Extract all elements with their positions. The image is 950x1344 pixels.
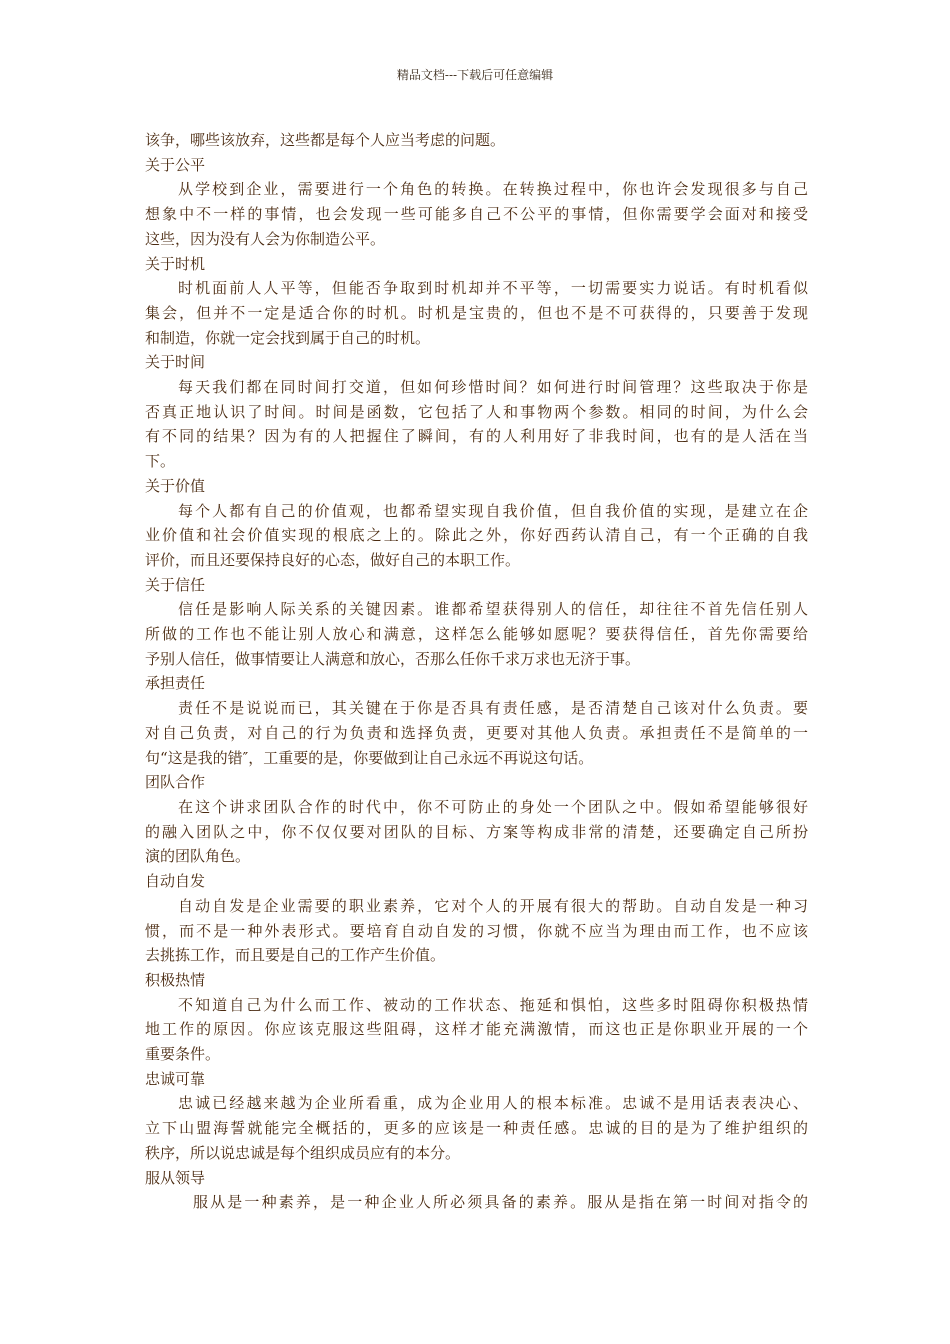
paragraph-line: 所做的工作也不能让别人放心和满意，这样怎么能够如愿呢？要获得信任，首先你需要给: [145, 625, 808, 644]
section-heading: 承担责任: [145, 674, 206, 693]
document-body: [145, 128, 808, 1215]
section-heading: 积极热情: [145, 970, 206, 989]
paragraph-line: 立下山盟海誓就能完全概括的，更多的应该是一种责任感。忠诚的目的是为了维护组织的: [145, 1119, 808, 1138]
paragraph-line: 从学校到企业，需要进行一个角色的转换。在转换过程中，你也许会发现很多与自己: [178, 180, 808, 199]
section-heading: 服从领导: [145, 1168, 206, 1187]
section-heading: 关于时机: [145, 254, 206, 273]
section-heading: 自动自发: [145, 872, 206, 891]
section: [145, 474, 808, 573]
paragraph-line: 业价值和社会价值实现的根底之上的。除此之外，你好西药认清自己，有一个正确的自我: [145, 526, 808, 545]
paragraph-line: 评价，而且还要保持良好的心态，做好自己的本职工作。: [145, 550, 521, 569]
paragraph-line: 服从是一种素养，是一种企业人所必须具备的素养。服从是指在第一时间对指令的: [193, 1193, 808, 1212]
paragraph-line: 有不同的结果？因为有的人把握住了瞬间，有的人利用好了非我时间，也有的是人活在当: [145, 427, 808, 446]
page-header: 精品文档---下载后可任意编辑: [396, 68, 554, 82]
section: [145, 153, 808, 252]
paragraph-line: 下。: [145, 452, 176, 471]
section: [145, 573, 808, 672]
paragraph-line: 每天我们都在同时间打交道，但如何珍惜时间？如何进行时间管理？这些取决于你是: [178, 378, 808, 397]
section: [145, 252, 808, 351]
section: [145, 671, 808, 770]
paragraph-line: 责任不是说说而已，其关键在于你是否具有责任感，是否清楚自己该对什么负责。要: [178, 699, 808, 718]
paragraph-line: 和制造，你就一定会找到属于自己的时机。: [145, 328, 431, 347]
paragraph-line: 想象中不一样的事情，也会发现一些可能多自己不公平的事情，但你需要学会面对和接受: [145, 205, 808, 224]
paragraph-line: 予别人信任，做事情要让人满意和放心，否那么任你千求万求也无济于事。: [145, 649, 641, 668]
section: [145, 128, 808, 153]
paragraph-line: 惯，而不是一种外表形式。要培育自动自发的习惯，你就不应当为理由而工作，也不应该: [145, 921, 808, 940]
paragraph-line: 自动自发是企业需要的职业素养，它对个人的开展有很大的帮助。自动自发是一种习: [178, 896, 808, 915]
section-heading: 关于公平: [145, 155, 206, 174]
paragraph-line: 每个人都有自己的价值观，也都希望实现自我价值，但自我价值的实现，是建立在企: [178, 501, 808, 520]
paragraph-line: 这些，因为没有人会为你制造公平。: [145, 229, 386, 248]
paragraph-line: 对自己负责，对自己的行为负责和选择负责，更要对其他人负责。承担责任不是简单的一: [145, 723, 808, 742]
paragraph-line: 该争，哪些该放弃，这些都是每个人应当考虑的问题。: [145, 131, 506, 149]
paragraph-line: 在这个讲求团队合作的时代中，你不可防止的身处一个团队之中。假如希望能够很好: [178, 797, 808, 816]
paragraph-line: 忠诚已经越来越为企业所看重，成为企业用人的根本标准。忠诚不是用话表表决心、: [178, 1094, 808, 1113]
paragraph-line: 重要条件。: [145, 1045, 221, 1064]
section: [145, 1166, 808, 1215]
section: [145, 1067, 808, 1166]
section: [145, 770, 808, 869]
section-heading: 关于信任: [145, 575, 206, 594]
section-heading: 团队合作: [145, 773, 206, 792]
paragraph-line: 集会，但并不一定是适合你的时机。时机是宝贵的，但也不是不可获得的，只要善于发现: [145, 303, 808, 322]
section: [145, 869, 808, 968]
paragraph-line: 秩序，所以说忠诚是每个组织成员应有的本分。: [145, 1143, 461, 1162]
section-heading: 忠诚可靠: [145, 1069, 206, 1088]
section: [145, 350, 808, 474]
paragraph-line: 时机面前人人平等，但能否争取到时机却并不平等，一切需要实力说话。有时机看似: [178, 279, 808, 298]
paragraph-line: 的融入团队之中，你不仅仅要对团队的目标、方案等构成非常的清楚，还要确定自己所扮: [145, 822, 808, 841]
paragraph-line: 地工作的原因。你应该克服这些阻碍，这样才能充满激情，而这也正是你职业开展的一个: [145, 1020, 808, 1039]
paragraph-line: 去挑拣工作，而且要是自己的工作产生价值。: [145, 946, 446, 965]
section-heading: 关于时间: [145, 353, 206, 372]
paragraph-line: 信任是影响人际关系的关键因素。谁都希望获得别人的信任，却往往不首先信任别人: [178, 600, 808, 619]
paragraph-line: 不知道自己为什么而工作、被动的工作状态、拖延和惧怕，这些多时阻碍你积极热情: [178, 995, 808, 1014]
paragraph-line: 演的团队角色。: [145, 847, 251, 866]
section-heading: 关于价值: [145, 476, 206, 495]
paragraph-line: 句“这是我的错″，工重要的是，你要做到让自己永远不再说这句话。: [145, 748, 594, 767]
paragraph-line: 否真正地认识了时间。时间是函数，它包括了人和事物两个参数。相同的时间，为什么会: [145, 402, 808, 421]
section: [145, 968, 808, 1067]
